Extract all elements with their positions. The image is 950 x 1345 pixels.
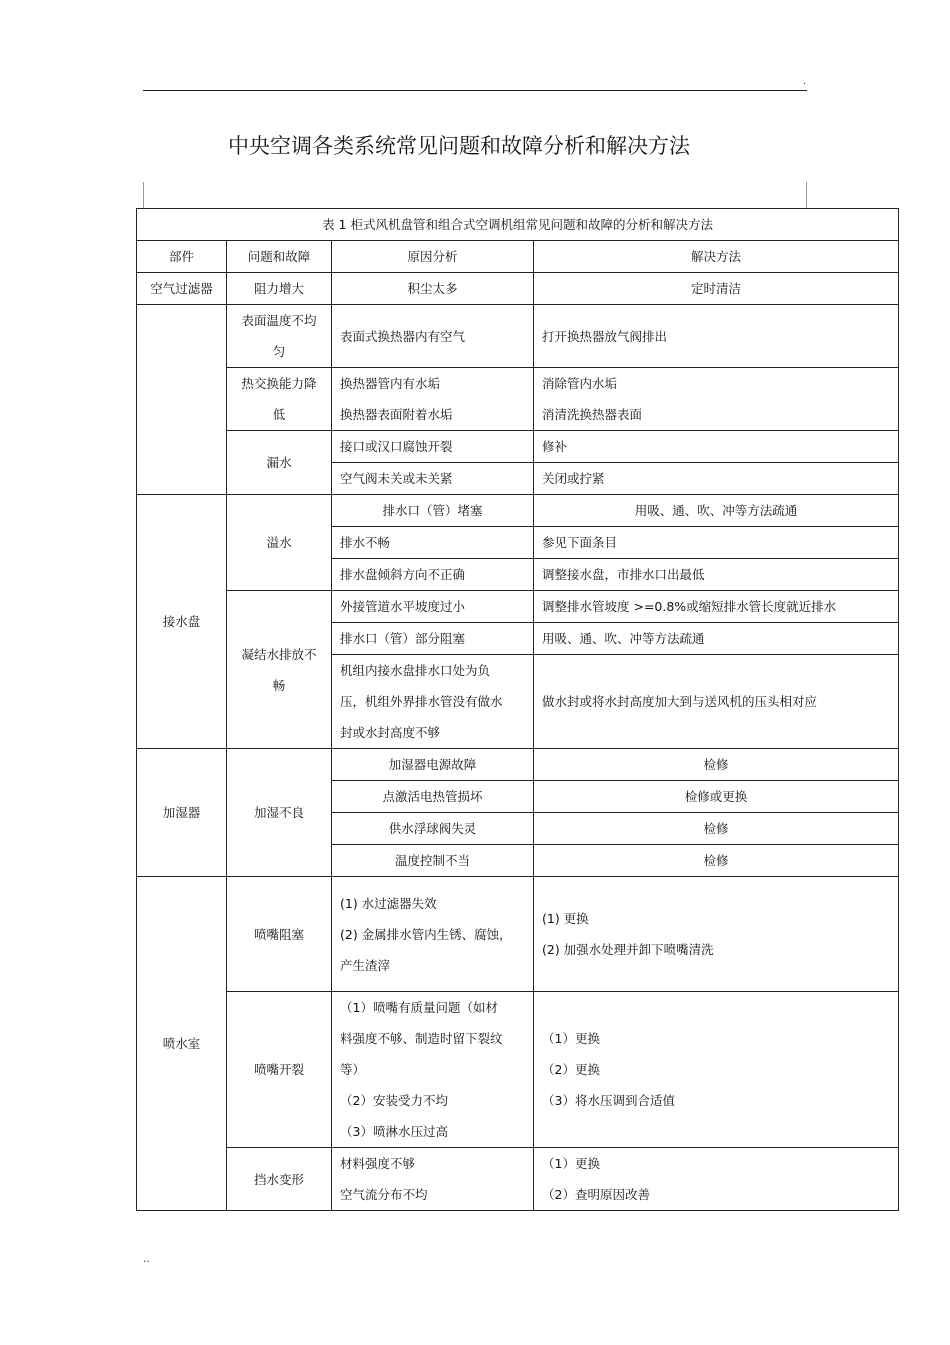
footer-mark: .. [143,1252,150,1265]
fault-cell [227,1148,332,1211]
cause-cell [332,992,534,1148]
cause-cell-line: 封或水封高度不够 [340,725,441,740]
part-cell: 空气过滤器 [137,273,227,305]
cause-cell [332,559,534,591]
fault-cell [227,273,332,305]
cause-cell [332,368,534,431]
fix-cell-line: 消除管内水垢 [542,376,618,391]
table-row [137,495,899,527]
fix-cell [534,368,899,431]
fix-cell-line: (1) 更换 [542,911,589,926]
cause-cell [332,623,534,655]
cause-cell [332,591,534,623]
part-cell: 喷水室 [137,877,227,1211]
cause-cell [332,1148,534,1211]
fault-cell [227,992,332,1148]
table-row [137,273,899,305]
cause-cell-line: 点激活电热管损坏 [382,789,483,804]
fault-cell [227,495,332,591]
cause-cell [332,527,534,559]
cause-cell [332,273,534,305]
cause-cell-line: 外接管道水平坡度过小 [340,599,466,614]
cause-cell-line: 排水盘倾斜方向不正确 [340,567,466,582]
fix-cell-line: 调整接水盘，市排水口出最低 [542,567,705,582]
fix-cell [534,273,899,305]
table-row [137,749,899,781]
cause-cell-line: 加湿器电源故障 [388,757,477,772]
fix-cell-line: 用吸、通、吹、冲等方法疏通 [542,631,705,646]
table-row [137,877,899,992]
fix-cell [534,431,899,463]
table-row [137,431,899,463]
table-row [137,1148,899,1211]
fault-cell [227,305,332,368]
fault-cell [227,749,332,877]
fault-cell-line: 喷嘴开裂 [253,1062,304,1077]
fix-cell [534,877,899,992]
fault-cell-line: 溢水 [266,535,292,550]
header-cell-part: 部件 [137,241,227,273]
fix-cell [534,845,899,877]
cause-cell-line: 料强度不够、制造时留下裂纹 [340,1031,503,1046]
cause-cell-line: 机组内接水盘排水口处为负 [340,663,491,678]
cause-cell-line: 空气阀未关或未关紧 [340,471,453,486]
fault-table [136,208,899,1211]
fix-cell-line: （2）查明原因改善 [542,1187,650,1202]
page-title: 中央空调各类系统常见问题和故障分析和解决方法 [228,134,690,158]
part-cell [137,305,227,495]
cause-cell-line: 积尘太多 [407,281,458,296]
fault-cell-line: 加湿不良 [253,805,304,820]
cause-cell-line: （1）喷嘴有质量问题（如材 [340,1000,498,1015]
cause-cell-line: 表面式换热器内有空气 [340,328,466,344]
fault-cell-line: 喷嘴阻塞 [253,926,304,942]
cause-cell-line: （3）喷淋水压过高 [340,1124,448,1139]
fault-cell [227,591,332,749]
cause-cell [332,463,534,495]
fault-cell [227,877,332,992]
fix-cell [534,495,899,527]
fix-cell [534,591,899,623]
fix-cell-line: 关闭或拧紧 [542,471,605,486]
cause-cell-line: 等） [340,1062,366,1077]
fix-cell-line: (2) 加强水处理并卸下喷嘴清洗 [542,942,714,957]
table-caption: 表 1 柜式风机盘管和组合式空调机组常见问题和故障的分析和解决方法 [137,209,899,241]
cause-cell [332,813,534,845]
fix-cell-line: 用吸、通、吹、冲等方法疏通 [634,503,798,518]
cause-cell [332,845,534,877]
cause-cell-line: 材料强度不够 [340,1156,416,1171]
cause-cell [332,655,534,749]
cause-cell [332,749,534,781]
fix-cell-line: 消清洗换热器表面 [542,407,643,422]
fix-cell [534,527,899,559]
fault-cell-line: 表面温度不均 [241,313,317,328]
cause-cell-line: 换热器管内有水垢 [340,376,441,391]
fix-cell-line: 定时清洁 [691,281,742,296]
fix-cell-line: 打开换热器放气阀排出 [542,328,668,344]
cause-cell-line: 空气流分布不均 [340,1187,428,1202]
cause-cell-line: 接口或汉口腐蚀开裂 [340,439,453,454]
fix-cell [534,559,899,591]
cause-cell-line: 温度控制不当 [394,853,470,868]
table-row [137,305,899,368]
fault-cell-line: 匀 [272,344,286,359]
header-cell-fix: 解决方法 [534,241,899,273]
cause-cell [332,495,534,527]
cause-cell-line: (1) 水过滤器失效 [340,895,437,911]
fix-cell [534,781,899,813]
fix-cell-line: 修补 [542,439,568,454]
table-row [137,591,899,623]
fault-cell-line: 挡水变形 [253,1171,304,1187]
fix-cell-line: 参见下面条目 [542,535,618,550]
cause-cell-line: 排水口（管）堵塞 [382,503,483,518]
fix-cell [534,655,899,749]
left-margin-tick [143,182,144,208]
part-cell: 接水盘 [137,495,227,749]
cause-cell [332,781,534,813]
fix-cell-line: （2）更换 [542,1062,600,1077]
fix-cell [534,463,899,495]
fault-cell [227,431,332,495]
fix-cell-line: 检修 [703,853,729,868]
fix-cell [534,623,899,655]
fix-cell-line: （1）更换 [542,1031,600,1046]
fault-cell-line: 漏水 [266,455,292,470]
fix-cell [534,813,899,845]
header-mark: . [803,76,807,87]
fault-cell-line: 阻力增大 [253,281,304,296]
fault-cell-line: 热交换能力降 [241,376,317,391]
cause-cell-line: 供水浮球阀失灵 [388,821,477,836]
table-row [137,368,899,431]
fix-cell [534,749,899,781]
cause-cell-line: 产生渣滓 [340,957,391,973]
right-margin-tick [806,182,807,208]
fix-cell [534,1148,899,1211]
fix-cell [534,992,899,1148]
header-cell-fault: 问题和故障 [227,241,332,273]
fix-cell-line: 调整排水管坡度 >=0.8%或缩短排水管长度就近排水 [542,599,837,614]
fault-cell [227,368,332,431]
cause-cell [332,305,534,368]
cause-cell-line: 压，机组外界排水管没有做水 [340,694,503,709]
fix-cell-line: （3）将水压调到合适值 [542,1093,675,1108]
header-rule [143,90,807,91]
fix-cell-line: 检修 [703,821,729,836]
fault-cell-line: 畅 [272,677,286,693]
cause-cell-line: （2）安装受力不均 [340,1093,448,1108]
header-row [137,241,899,273]
fix-cell-line: （1）更换 [542,1156,600,1171]
cause-cell-line: (2) 金属排水管内生锈、腐蚀， [340,926,512,942]
header-cell-cause: 原因分析 [332,241,534,273]
fix-cell-line: 做水封或将水封高度加大到与送风机的压头相对应 [542,694,818,709]
fault-cell-line: 凝结水排放不 [241,646,317,662]
table-row [137,992,899,1148]
cause-cell-line: 排水口（管）部分阻塞 [340,631,466,646]
caption-row [137,209,899,241]
cause-cell [332,431,534,463]
part-cell: 加湿器 [137,749,227,877]
fault-cell-line: 低 [272,407,286,422]
fix-cell-line: 检修 [703,757,729,772]
cause-cell-line: 换热器表面附着水垢 [340,407,453,422]
fix-cell [534,305,899,368]
fix-cell-line: 检修或更换 [684,789,748,804]
cause-cell-line: 排水不畅 [340,535,391,550]
fault-table-body [137,209,899,1211]
cause-cell [332,877,534,992]
